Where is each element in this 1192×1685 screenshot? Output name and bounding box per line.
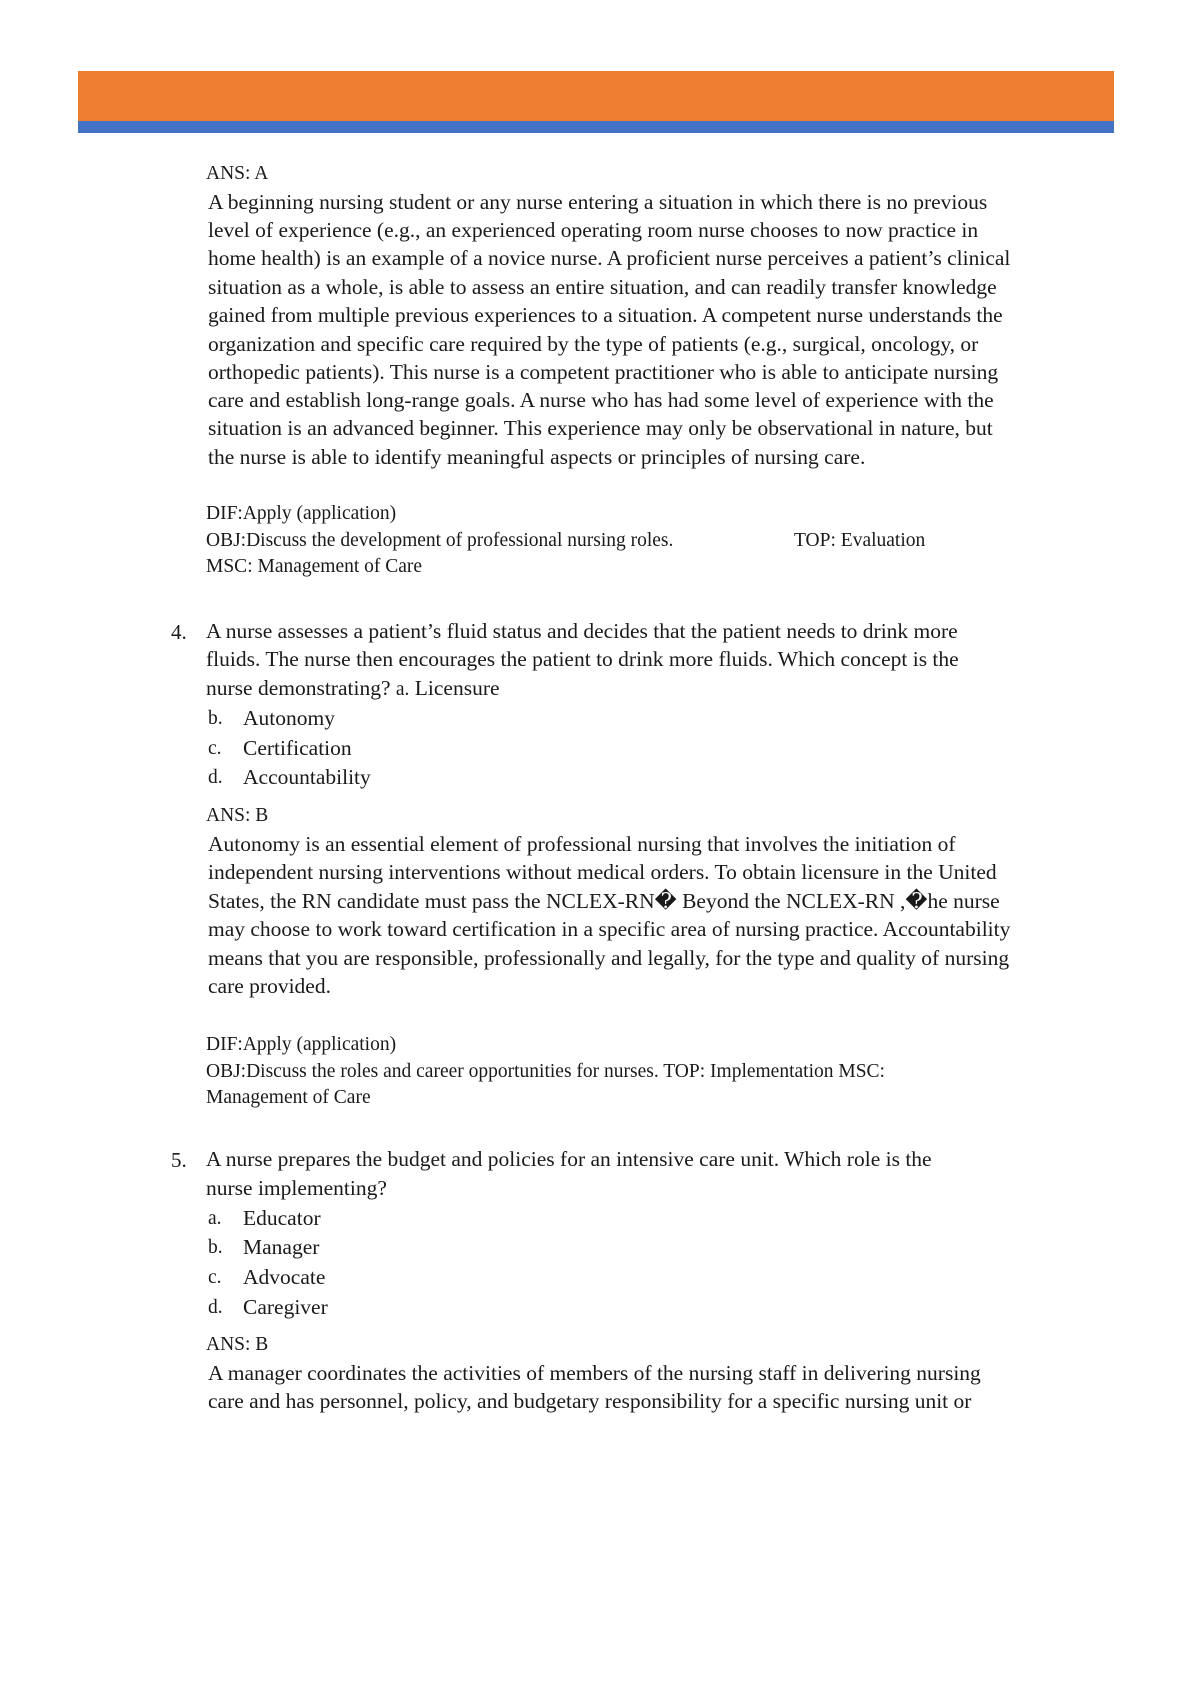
option-letter: c. — [208, 738, 222, 759]
rationale-line: independent nursing interventions without medical orders. To obtain licensure in the United — [208, 860, 997, 884]
rationale-line: level of experience (e.g., an experienced operating room nurse chooses to now practice in — [208, 218, 979, 242]
question-number: 4. — [171, 620, 187, 644]
option-letter: d. — [208, 1297, 223, 1318]
q3-difficulty: DIF:Apply (application) — [206, 503, 397, 524]
rationale-line: orthopedic patients). This nurse is a competent practitioner who is able to anticipate nursing — [208, 360, 999, 384]
question-stem: A nurse prepares the budget and policies for an intensive care unit. Which role is the — [206, 1147, 932, 1171]
rationale-line: the nurse is able to identify meaningful aspects or principles of nursing care. — [208, 445, 866, 469]
rationale-line: care provided. — [208, 974, 331, 998]
rationale-line: situation is an advanced beginner. This experience may only be observational in nature, but — [208, 416, 993, 440]
rationale-line: A beginning nursing student or any nurse entering a situation in which there is no previous — [208, 190, 988, 214]
option-letter: b. — [208, 708, 223, 729]
header-banner-orange — [78, 71, 1114, 121]
q4-msc: Management of Care — [206, 1087, 371, 1108]
option-text: Licensure — [414, 676, 500, 700]
rationale-line: may choose to work toward certification in a specific area of nursing practice. Accountability — [208, 917, 1011, 941]
option-letter: c. — [208, 1267, 222, 1288]
question-stem-last — [206, 678, 500, 700]
option-text: Autonomy — [243, 706, 335, 730]
option-letter: a. — [208, 1208, 222, 1229]
option-text: Certification — [243, 736, 352, 760]
q4-difficulty: DIF:Apply (application) — [206, 1034, 397, 1055]
option-text: Advocate — [243, 1265, 326, 1289]
question-number: 5. — [171, 1148, 187, 1172]
rationale-line: States, the RN candidate must pass the NCLEX-RN� Beyond the NCLEX-RN ,�he nurse — [208, 889, 1000, 913]
rationale-line: care and has personnel, policy, and budgetary responsibility for a specific nursing unit or — [208, 1389, 972, 1413]
option-letter: b. — [208, 1237, 223, 1258]
rationale-line: gained from multiple previous experiences to a situation. A competent nurse understands the — [208, 303, 1003, 327]
option-letter: d. — [208, 767, 223, 788]
rationale-line: Autonomy is an essential element of professional nursing that involves the initiation of — [208, 832, 956, 856]
rationale-line: means that you are responsible, professionally and legally, for the type and quality of nursing — [208, 946, 1010, 970]
rationale-line: A manager coordinates the activities of members of the nursing staff in delivering nursing — [208, 1361, 981, 1385]
header-banner-blue — [78, 121, 1114, 133]
q5-answer-key: ANS: B — [206, 1334, 269, 1355]
option-text: Caregiver — [243, 1295, 328, 1319]
q3-topic: TOP: Evaluation — [794, 530, 926, 551]
q3-objective: OBJ:Discuss the development of professional nursing roles. — [206, 530, 674, 551]
option-text: Educator — [243, 1206, 321, 1230]
question-stem: fluids. The nurse then encourages the patient to drink more fluids. Which concept is the — [206, 647, 959, 671]
rationale-line: care and establish long-range goals. A nurse who has had some level of experience with the — [208, 388, 994, 412]
question-stem: nurse implementing? — [206, 1176, 387, 1200]
rationale-line: situation as a whole, is able to assess an entire situation, and can readily transfer knowledge — [208, 275, 997, 299]
question-stem-text: nurse demonstrating? — [206, 676, 391, 700]
option-text: Manager — [243, 1235, 320, 1259]
question-stem: A nurse assesses a patient’s fluid status and decides that the patient needs to drink more — [206, 619, 958, 643]
q4-answer-key: ANS: B — [206, 805, 269, 826]
option-text: Accountability — [243, 765, 371, 789]
q3-answer-key: ANS: A — [206, 163, 269, 184]
q4-objective: OBJ:Discuss the roles and career opportunities for nurses. TOP: Implementation MSC: — [206, 1061, 885, 1082]
rationale-line: organization and specific care required by the type of patients (e.g., surgical, oncology, or — [208, 332, 979, 356]
rationale-line: home health) is an example of a novice nurse. A proficient nurse perceives a patient’s clinical — [208, 246, 1011, 270]
option-letter: a. — [395, 679, 410, 700]
q3-msc: MSC: Management of Care — [206, 556, 423, 577]
